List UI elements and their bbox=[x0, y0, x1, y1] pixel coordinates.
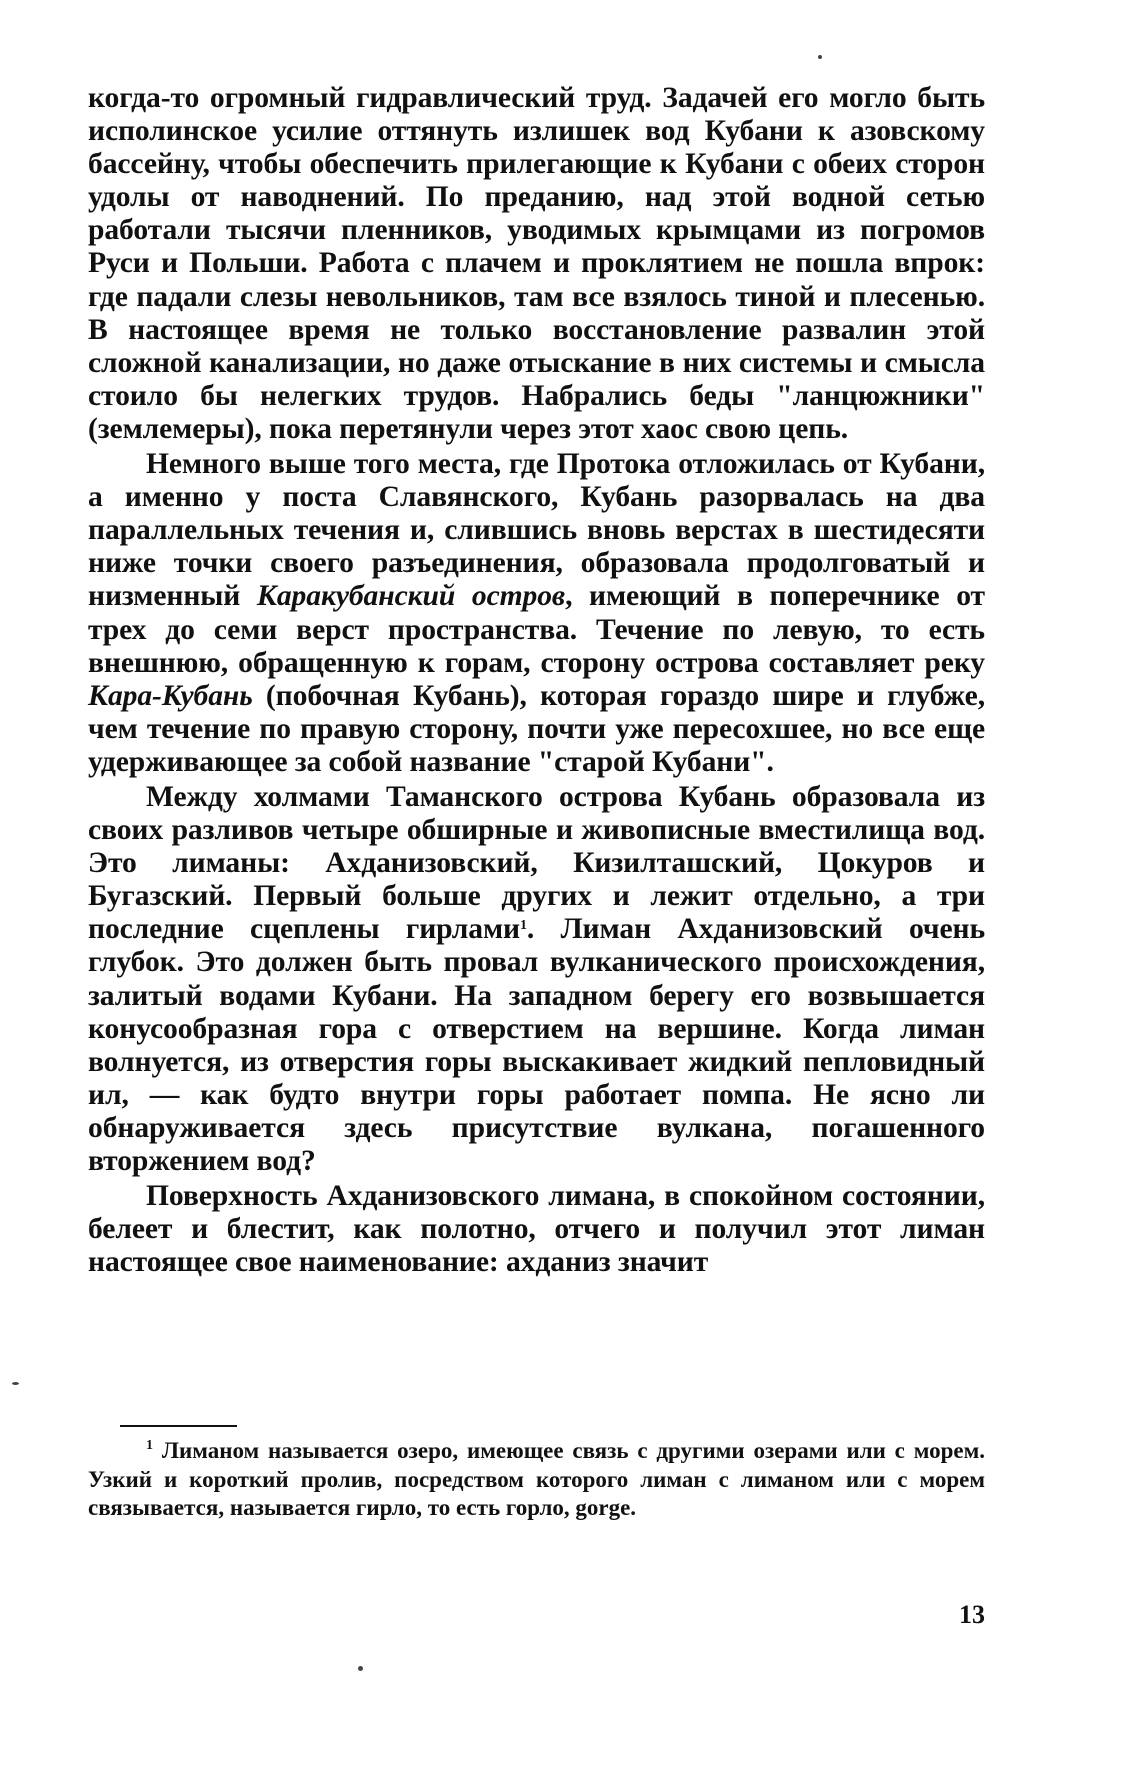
paragraph-2-text-a: Немного выше того места, где Протока отложилась от Кубани, а именно у поста Славянского, Кубань разорвалась на два параллельных течения и, слившись вновь верстах в шестидесяти ниже точки своего разъединения, образовала продолговатый и низменный bbox=[88, 448, 985, 613]
print-speck bbox=[358, 1666, 363, 1671]
page-number: 13 bbox=[959, 1600, 985, 1629]
footnote-reference: 1 bbox=[520, 918, 527, 934]
kara-kuban-term: Кара-Кубань bbox=[88, 679, 253, 712]
main-text bbox=[88, 82, 985, 1279]
paragraph-2-text-e: (побочная Кубань), которая гораздо шире и глубже, чем течение по правую сторону, почти уже пересохшее, но все еще удерживающее за собой название "старой Кубани". bbox=[88, 679, 985, 778]
print-speck bbox=[12, 1382, 19, 1385]
paragraph-1: когда-то огромный гидравлический труд. Задачей его могло быть исполинское усилие оттянуть излишек вод Кубани к азовскому бассейну, чтобы обеспечить прилегающие к Кубани с обеих сторон удолы от наводнений. По преданию, над этой водной сетью работали тысячи пленников, уводимых крымцами из погромов Руси и Польши. Работа с плачем и проклятием не пошла впрок: где падали слезы невольников, там все взялось тиной и плесенью. В настоящее время не только восстановление развалин этой сложной канализации, но даже отыскание в них системы и смысла стоило бы нелегких трудов. Набрались беды "ланцюжники" (землемеры), пока перетянули через этот хаос свою цепь. bbox=[88, 82, 985, 445]
footnote-text: Лиманом называется озеро, имеющее связь с другими озерами или с морем. Узкий и короткий пролив, посредством которого лиман с лиманом или с морем связывается, называется гирло, то есть горло, gorge. bbox=[88, 1438, 985, 1521]
footnote-marker: 1 bbox=[146, 1438, 153, 1453]
paragraph-2-text-c: , имеющий в поперечнике от трех до семи верст пространства. Течение по левую, то есть внешнюю, обращенную к горам, сторону острова составляет реку bbox=[88, 580, 985, 679]
print-speck bbox=[818, 55, 822, 59]
footnote bbox=[88, 1437, 985, 1523]
paragraph-3-text-a: Между холмами Таманского острова Кубань образовала из своих разливов четыре обширные и живописные вместилища вод. Это лиманы: Ахданизовский, Кизилташский, Цокуров и Бугазский. Первый больше других и лежит отдельно, а три последние сцеплены гирлами bbox=[88, 780, 985, 946]
karakuban-island-term: Каракубанский остров bbox=[256, 580, 566, 613]
footnote-divider bbox=[120, 1425, 237, 1427]
paragraph-2 bbox=[88, 448, 985, 779]
paragraph-4: Поверхность Ахданизовского лимана, в спокойном состоянии, белеет и блестит, как полотно, отчего и получил этот лиман настоящее свое наименование: ахданиз значит bbox=[88, 1180, 985, 1279]
footnote-paragraph bbox=[88, 1437, 985, 1523]
paragraph-3 bbox=[88, 781, 985, 1178]
paragraph-3-text-b: . Лиман Ахданизовский очень глубок. Это должен быть провал вулканического происхождения, залитый водами Кубани. На западном берегу его возвышается конусообразная гора с отверстием на вершине. Когда лиман волнуется, из отверстия горы выскакивает жидкий пепловидный ил, — как будто внутри горы работает помпа. Не ясно ли обнаруживается здесь присутствие вулкана, погашенного вторжением вод? bbox=[88, 913, 985, 1177]
